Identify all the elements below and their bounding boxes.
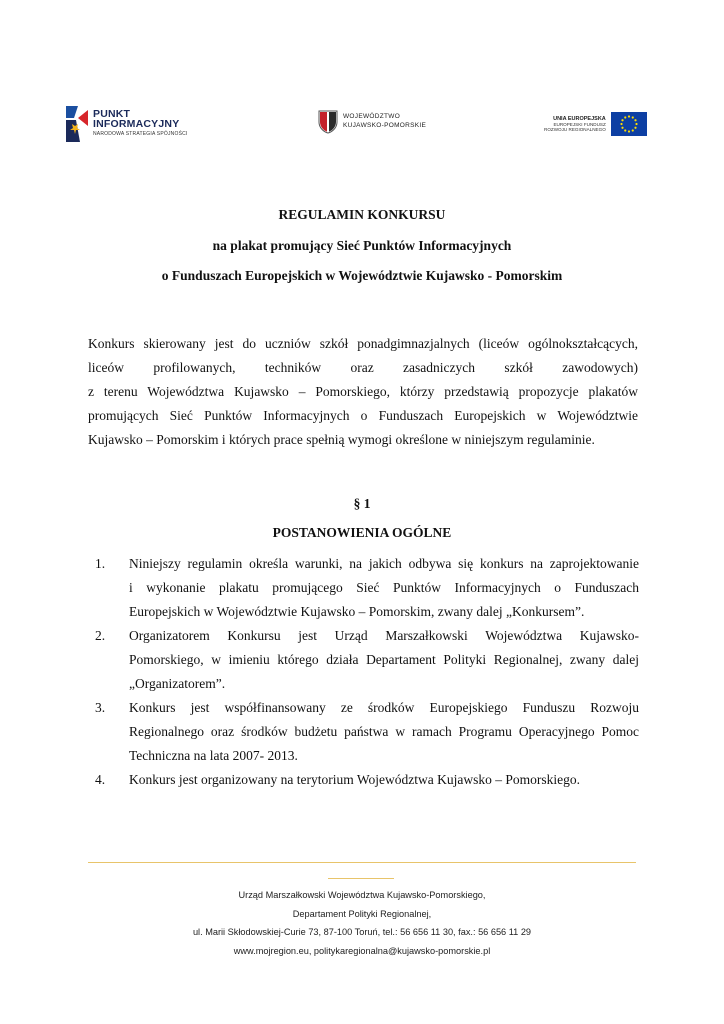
wojewodztwo-logo-line2: KUJAWSKO-POMORSKIE [343, 122, 427, 129]
footer-divider [88, 862, 636, 863]
punkt-logo-line3: NARODOWA STRATEGIA SPÓJNOŚCI [93, 131, 188, 138]
intro-line: z terenu Województwa Kujawsko – Pomorskiego, którzy przedstawią propozycje plakatów [88, 384, 638, 399]
punkt-logo-line1: PUNKT [93, 107, 131, 120]
list-item [95, 696, 639, 768]
list-item-line: Niniejszy regulamin określa warunki, na jakich odbywa się konkurs na zaprojektowanie [129, 556, 639, 571]
footer-address: ul. Marii Skłodowskiej-Curie 73, 87-100 Toruń, tel.: 56 656 11 30, fax.: 56 656 11 29 [192, 927, 532, 937]
section-number: § 1 [353, 496, 371, 511]
section-heading: POSTANOWIENIA OGÓLNE [272, 525, 452, 540]
footer-web-email: www.mojregion.eu, politykaregionalna@kujawsko-pomorskie.pl [233, 945, 491, 956]
footer [0, 886, 724, 960]
list-item-line: Regionalnego oraz środków budżetu państwa w ramach Programu Operacyjnego Pomoc [129, 724, 639, 739]
intro-line: liceów profilowanych, techników oraz zasadniczych szkół zawodowych) [88, 360, 638, 375]
ue-logo-line2: EUROPEJSKI FUNDUSZ [553, 121, 606, 127]
list-item-line: Pomorskiego, w imieniu którego działa Departament Polityki Regionalnej, zwany dalej [129, 652, 639, 667]
punkt-informacyjny-logo [66, 104, 188, 142]
general-provisions-list [95, 552, 639, 792]
wojewodztwo-logo [318, 110, 426, 134]
coat-of-arms-icon [318, 110, 338, 134]
list-item-line: i wykonanie plakatu promującego Sieć Punktów Informacyjnych o Funduszach [129, 580, 639, 595]
list-item-line: „Organizatorem”. [129, 676, 226, 691]
ue-logo-line3: ROZWOJU REGIONALNEGO [544, 127, 606, 133]
ue-logo-line1: UNIA EUROPEJSKA [553, 115, 606, 122]
document-title: REGULAMIN KONKURSU [278, 207, 446, 222]
document-subtitle-line2: o Funduszach Europejskich w Województwie Kujawsko - Pomorskim [161, 268, 563, 283]
list-item-number: 3. [95, 700, 106, 715]
list-item-number: 4. [95, 772, 106, 787]
list-item-number: 1. [95, 556, 106, 571]
intro-line: Kujawsko – Pomorskim i których prace spełnią wymogi określone w niniejszym regulaminie. [88, 432, 595, 447]
list-item-line: Europejskich w Województwie Kujawsko – Pomorskim, zwany dalej „Konkursem”. [129, 604, 585, 619]
wojewodztwo-logo-line1: WOJEWÓDZTWO [343, 113, 401, 121]
intro-paragraph [88, 332, 638, 452]
intro-line: promujących Sieć Punktów Informacyjnych o Funduszach Europejskich w Województwie [88, 408, 638, 423]
punkt-logo-line2: INFORMACYJNY [93, 118, 180, 131]
list-item-line: Organizatorem Konkursu jest Urząd Marszałkowski Województwa Kujawsko- [129, 628, 639, 643]
list-item-line: Konkurs jest organizowany na terytorium Województwa Kujawsko – Pomorskiego. [129, 772, 580, 787]
list-item [95, 552, 639, 624]
intro-line: Konkurs skierowany jest do uczniów szkół ponadgimnazjalnych (liceów ogólnokształcących, [88, 336, 638, 351]
list-item-line: Konkurs jest współfinansowany ze środków Europejskiego Funduszu Rozwoju [129, 700, 639, 715]
list-item-line: Techniczna na lata 2007- 2013. [129, 748, 298, 763]
footer-accent-divider [328, 878, 394, 879]
footer-department: Departament Polityki Regionalnej, [292, 908, 432, 919]
document-subtitle-line1: na plakat promujący Sieć Punktów Informacyjnych [212, 238, 512, 253]
ue-logo [544, 112, 647, 136]
list-item [95, 624, 639, 696]
list-item [95, 768, 639, 792]
footer-office: Urząd Marszałkowski Województwa Kujawsko-Pomorskiego, [238, 890, 486, 900]
eu-flag-icon [611, 112, 647, 136]
punkt-informacyjny-emblem-icon [66, 104, 88, 142]
list-item-number: 2. [95, 628, 106, 643]
